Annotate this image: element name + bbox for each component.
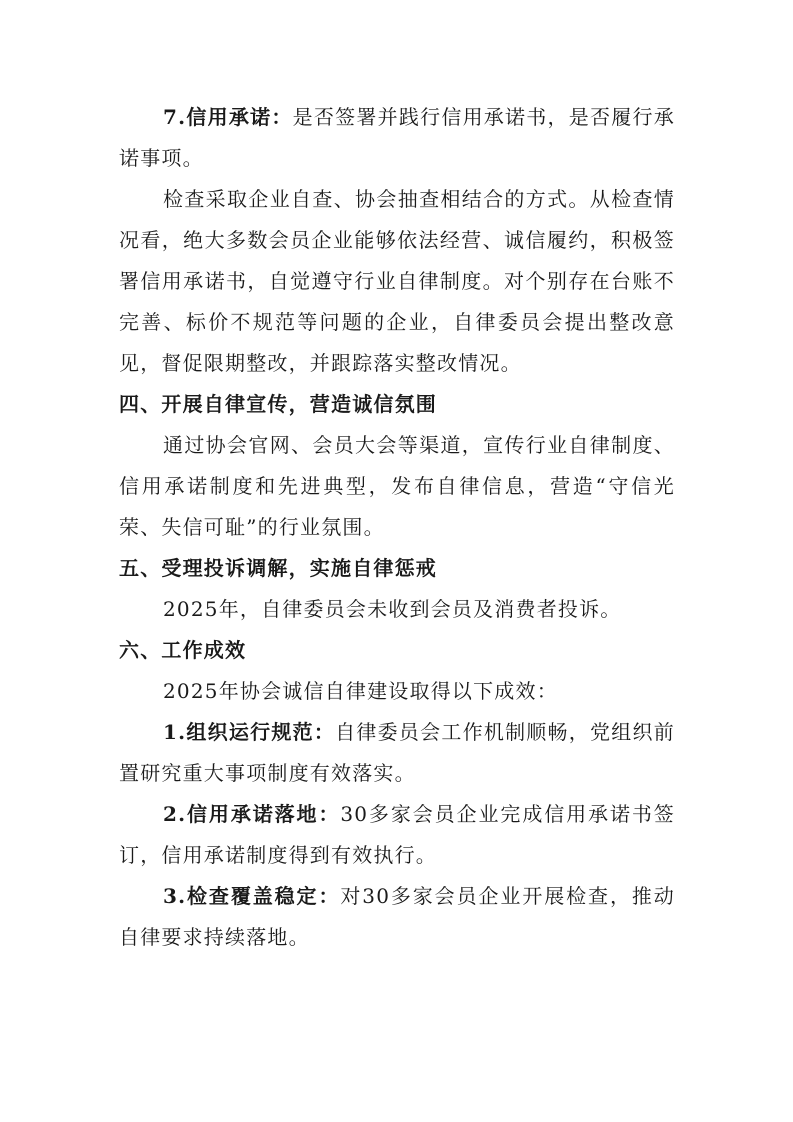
paragraph-body: 是否签署并践行信用承诺书，是否履行承诺事项。 (119, 105, 675, 170)
paragraph-body: 对30多家会员企业开展检查，推动自律要求持续落地。 (119, 884, 675, 949)
section-heading-6: 六、工作成效 (119, 638, 247, 662)
paragraph-credit-commitment (119, 97, 675, 179)
paragraph-body: 2025年协会诚信自律建设取得以下成效： (163, 679, 558, 703)
paragraph-result-3 (119, 876, 675, 958)
paragraph-body: 30多家会员企业完成信用承诺书签订，信用承诺制度得到有效执行。 (119, 802, 675, 867)
paragraph-lead: 2.信用承诺落地： (163, 802, 341, 826)
paragraph-result-2 (119, 794, 675, 876)
paragraph-inspection-method (119, 179, 675, 384)
paragraph-body: 2025年，自律委员会未收到会员及消费者投诉。 (163, 597, 622, 621)
document-page (119, 97, 675, 958)
paragraph-results-intro (119, 671, 675, 712)
paragraph-publicity (119, 425, 675, 548)
paragraph-lead: 1.组织运行规范： (163, 720, 336, 744)
paragraph-body: 自律委员会工作机制顺畅，党组织前置研究重大事项制度有效落实。 (119, 720, 676, 785)
paragraph-result-1 (119, 712, 675, 794)
paragraph-complaints (119, 589, 675, 630)
paragraph-lead: 3.检查覆盖稳定： (163, 884, 341, 908)
paragraph-body: 通过协会官网、会员大会等渠道，宣传行业自律制度、信用承诺制度和先进典型，发布自律信息，营造“守信光荣、失信可耻”的行业氛围。 (119, 433, 675, 539)
section-heading-4: 四、开展自律宣传，营造诚信氛围 (119, 392, 437, 416)
section-heading-5: 五、受理投诉调解，实施自律惩戒 (119, 556, 437, 580)
paragraph-body: 检查采取企业自查、协会抽查相结合的方式。从检查情况看，绝大多数会员企业能够依法经营、诚信履约，积极签署信用承诺书，自觉遵守行业自律制度。对个别存在台账不完善、标价不规范等问题的企业，自律委员会提出整改意见，督促限期整改，并跟踪落实整改情况。 (119, 187, 675, 375)
paragraph-lead: 7.信用承诺： (163, 105, 293, 129)
